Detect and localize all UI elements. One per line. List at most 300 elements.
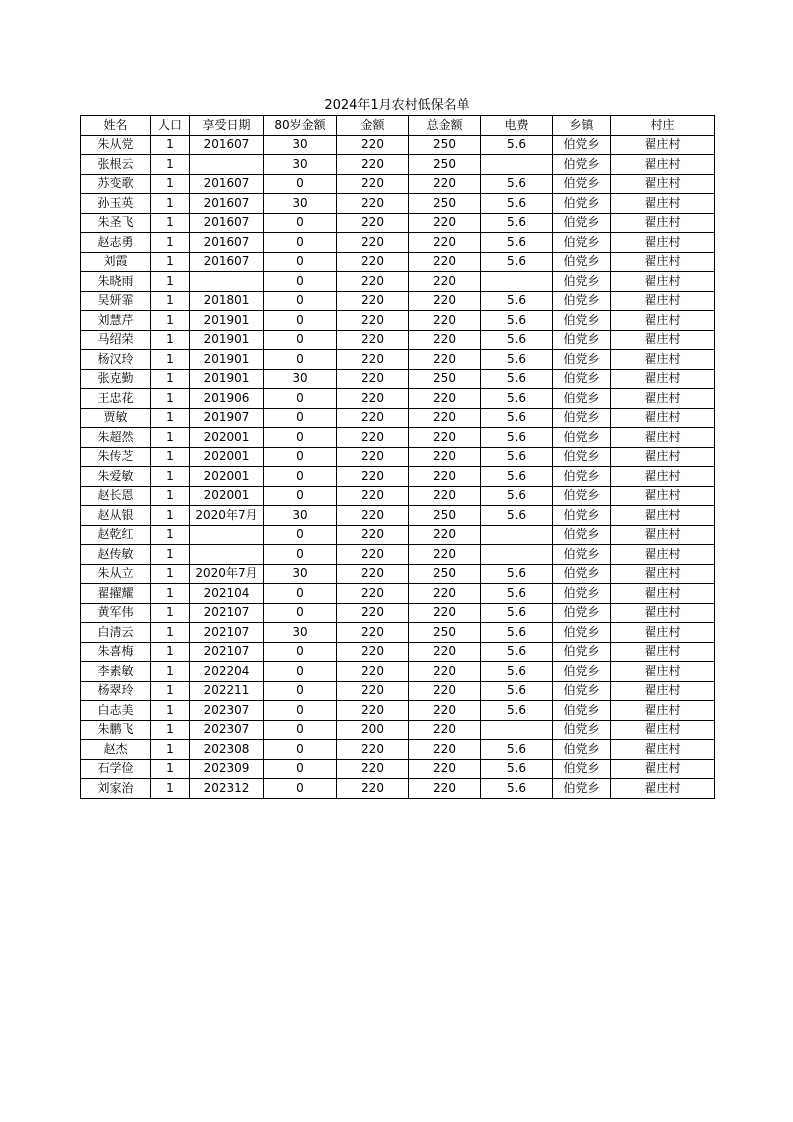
cell-village: 翟庄村 — [611, 701, 715, 721]
cell-elderly-amount: 0 — [264, 408, 337, 428]
cell-start-date: 2020年7月 — [190, 564, 264, 584]
cell-start-date: 201607 — [190, 252, 264, 272]
cell-elderly-amount: 0 — [264, 681, 337, 701]
cell-amount: 220 — [337, 369, 409, 389]
cell-start-date — [190, 545, 264, 565]
cell-township: 伯党乡 — [553, 779, 611, 799]
cell-name: 朱超然 — [81, 428, 151, 448]
cell-amount: 220 — [337, 311, 409, 331]
cell-elderly-amount: 0 — [264, 233, 337, 253]
cell-household-size: 1 — [151, 291, 190, 311]
table-row — [81, 779, 715, 799]
cell-township: 伯党乡 — [553, 155, 611, 175]
cell-elderly-amount: 0 — [264, 350, 337, 370]
cell-village: 翟庄村 — [611, 213, 715, 233]
cell-household-size: 1 — [151, 564, 190, 584]
cell-amount: 220 — [337, 135, 409, 155]
cell-name: 张根云 — [81, 155, 151, 175]
cell-name: 翟擢耀 — [81, 584, 151, 604]
cell-electricity-fee: 5.6 — [481, 642, 553, 662]
cell-township: 伯党乡 — [553, 369, 611, 389]
cell-amount: 220 — [337, 701, 409, 721]
table-row — [81, 486, 715, 506]
cell-village: 翟庄村 — [611, 603, 715, 623]
cell-household-size: 1 — [151, 330, 190, 350]
cell-electricity-fee: 5.6 — [481, 701, 553, 721]
cell-electricity-fee: 5.6 — [481, 564, 553, 584]
cell-start-date: 201901 — [190, 330, 264, 350]
cell-name: 杨翠玲 — [81, 681, 151, 701]
cell-household-size: 1 — [151, 155, 190, 175]
cell-household-size: 1 — [151, 428, 190, 448]
table-row — [81, 389, 715, 409]
cell-amount: 220 — [337, 506, 409, 526]
cell-electricity-fee — [481, 272, 553, 292]
cell-total-amount: 220 — [409, 545, 481, 565]
cell-start-date: 202001 — [190, 467, 264, 487]
cell-electricity-fee: 5.6 — [481, 389, 553, 409]
cell-amount: 220 — [337, 155, 409, 175]
cell-household-size: 1 — [151, 389, 190, 409]
cell-total-amount: 220 — [409, 486, 481, 506]
cell-elderly-amount: 0 — [264, 428, 337, 448]
cell-village: 翟庄村 — [611, 155, 715, 175]
cell-township: 伯党乡 — [553, 486, 611, 506]
cell-village: 翟庄村 — [611, 311, 715, 331]
cell-elderly-amount: 0 — [264, 389, 337, 409]
cell-name: 王忠花 — [81, 389, 151, 409]
cell-village: 翟庄村 — [611, 350, 715, 370]
cell-start-date: 201906 — [190, 389, 264, 409]
cell-start-date: 202001 — [190, 486, 264, 506]
cell-total-amount: 250 — [409, 369, 481, 389]
cell-village: 翟庄村 — [611, 720, 715, 740]
cell-total-amount: 250 — [409, 564, 481, 584]
cell-total-amount: 220 — [409, 467, 481, 487]
cell-elderly-amount: 0 — [264, 311, 337, 331]
cell-household-size: 1 — [151, 681, 190, 701]
cell-amount: 220 — [337, 564, 409, 584]
table-row — [81, 564, 715, 584]
cell-township: 伯党乡 — [553, 681, 611, 701]
table-row — [81, 467, 715, 487]
table-row — [81, 701, 715, 721]
cell-name: 白清云 — [81, 623, 151, 643]
cell-village: 翟庄村 — [611, 467, 715, 487]
cell-amount: 220 — [337, 642, 409, 662]
cell-household-size: 1 — [151, 252, 190, 272]
cell-start-date: 202107 — [190, 642, 264, 662]
cell-household-size: 1 — [151, 720, 190, 740]
cell-electricity-fee: 5.6 — [481, 408, 553, 428]
column-header-township: 乡镇 — [553, 116, 611, 136]
cell-village: 翟庄村 — [611, 135, 715, 155]
cell-village: 翟庄村 — [611, 759, 715, 779]
cell-household-size: 1 — [151, 545, 190, 565]
cell-township: 伯党乡 — [553, 467, 611, 487]
cell-electricity-fee: 5.6 — [481, 740, 553, 760]
cell-household-size: 1 — [151, 525, 190, 545]
cell-township: 伯党乡 — [553, 350, 611, 370]
cell-township: 伯党乡 — [553, 701, 611, 721]
cell-township: 伯党乡 — [553, 233, 611, 253]
cell-name: 朱从党 — [81, 135, 151, 155]
cell-total-amount: 250 — [409, 155, 481, 175]
cell-name: 赵长恩 — [81, 486, 151, 506]
cell-amount: 220 — [337, 350, 409, 370]
cell-village: 翟庄村 — [611, 779, 715, 799]
table-row — [81, 642, 715, 662]
cell-amount: 220 — [337, 330, 409, 350]
cell-total-amount: 220 — [409, 428, 481, 448]
table-row — [81, 350, 715, 370]
cell-electricity-fee: 5.6 — [481, 759, 553, 779]
cell-name: 马绍荣 — [81, 330, 151, 350]
cell-elderly-amount: 0 — [264, 759, 337, 779]
cell-amount: 220 — [337, 779, 409, 799]
cell-total-amount: 220 — [409, 447, 481, 467]
table-row — [81, 584, 715, 604]
cell-start-date: 201901 — [190, 350, 264, 370]
cell-village: 翟庄村 — [611, 740, 715, 760]
cell-total-amount: 250 — [409, 623, 481, 643]
cell-electricity-fee: 5.6 — [481, 252, 553, 272]
cell-electricity-fee: 5.6 — [481, 779, 553, 799]
cell-township: 伯党乡 — [553, 759, 611, 779]
table-row — [81, 408, 715, 428]
cell-township: 伯党乡 — [553, 174, 611, 194]
cell-name: 张克勤 — [81, 369, 151, 389]
cell-elderly-amount: 0 — [264, 662, 337, 682]
cell-total-amount: 220 — [409, 252, 481, 272]
cell-electricity-fee: 5.6 — [481, 467, 553, 487]
cell-name: 白志美 — [81, 701, 151, 721]
cell-township: 伯党乡 — [553, 389, 611, 409]
cell-amount: 220 — [337, 428, 409, 448]
cell-household-size: 1 — [151, 623, 190, 643]
cell-household-size: 1 — [151, 486, 190, 506]
cell-elderly-amount: 0 — [264, 779, 337, 799]
cell-township: 伯党乡 — [553, 213, 611, 233]
cell-amount: 220 — [337, 389, 409, 409]
column-header-name: 姓名 — [81, 116, 151, 136]
cell-amount: 220 — [337, 233, 409, 253]
cell-elderly-amount: 0 — [264, 272, 337, 292]
column-header-start-date: 享受日期 — [190, 116, 264, 136]
cell-amount: 220 — [337, 603, 409, 623]
cell-start-date — [190, 155, 264, 175]
cell-amount: 220 — [337, 486, 409, 506]
cell-electricity-fee: 5.6 — [481, 584, 553, 604]
cell-township: 伯党乡 — [553, 311, 611, 331]
cell-household-size: 1 — [151, 174, 190, 194]
table-row — [81, 428, 715, 448]
cell-amount: 220 — [337, 662, 409, 682]
cell-total-amount: 220 — [409, 740, 481, 760]
cell-elderly-amount: 30 — [264, 506, 337, 526]
cell-total-amount: 220 — [409, 311, 481, 331]
cell-household-size: 1 — [151, 408, 190, 428]
cell-township: 伯党乡 — [553, 330, 611, 350]
table-row — [81, 525, 715, 545]
cell-amount: 220 — [337, 194, 409, 214]
cell-start-date: 201607 — [190, 174, 264, 194]
table-row — [81, 291, 715, 311]
cell-total-amount: 220 — [409, 272, 481, 292]
cell-total-amount: 250 — [409, 194, 481, 214]
cell-electricity-fee: 5.6 — [481, 662, 553, 682]
cell-village: 翟庄村 — [611, 525, 715, 545]
cell-township: 伯党乡 — [553, 642, 611, 662]
table-row — [81, 662, 715, 682]
cell-township: 伯党乡 — [553, 623, 611, 643]
cell-village: 翟庄村 — [611, 681, 715, 701]
cell-village: 翟庄村 — [611, 545, 715, 565]
cell-total-amount: 250 — [409, 135, 481, 155]
cell-name: 贾敏 — [81, 408, 151, 428]
cell-amount: 220 — [337, 584, 409, 604]
cell-electricity-fee — [481, 525, 553, 545]
cell-household-size: 1 — [151, 642, 190, 662]
cell-name: 刘家治 — [81, 779, 151, 799]
cell-elderly-amount: 0 — [264, 291, 337, 311]
cell-electricity-fee: 5.6 — [481, 369, 553, 389]
cell-township: 伯党乡 — [553, 564, 611, 584]
cell-start-date: 202211 — [190, 681, 264, 701]
cell-amount: 220 — [337, 447, 409, 467]
cell-name: 赵杰 — [81, 740, 151, 760]
cell-name: 李素敏 — [81, 662, 151, 682]
table-row — [81, 506, 715, 526]
cell-start-date: 201607 — [190, 135, 264, 155]
cell-name: 刘慧芹 — [81, 311, 151, 331]
cell-amount: 220 — [337, 272, 409, 292]
cell-name: 朱圣飞 — [81, 213, 151, 233]
cell-name: 黄军伟 — [81, 603, 151, 623]
cell-township: 伯党乡 — [553, 252, 611, 272]
cell-elderly-amount: 30 — [264, 194, 337, 214]
column-header-total-amount: 总金额 — [409, 116, 481, 136]
cell-start-date: 201607 — [190, 194, 264, 214]
cell-village: 翟庄村 — [611, 194, 715, 214]
cell-household-size: 1 — [151, 194, 190, 214]
cell-start-date: 202001 — [190, 428, 264, 448]
cell-amount: 220 — [337, 252, 409, 272]
cell-village: 翟庄村 — [611, 252, 715, 272]
cell-name: 苏变歌 — [81, 174, 151, 194]
cell-name: 赵乾红 — [81, 525, 151, 545]
cell-electricity-fee: 5.6 — [481, 447, 553, 467]
table-row — [81, 252, 715, 272]
cell-elderly-amount: 0 — [264, 720, 337, 740]
cell-village: 翟庄村 — [611, 584, 715, 604]
table-row — [81, 740, 715, 760]
cell-amount: 220 — [337, 525, 409, 545]
cell-amount: 200 — [337, 720, 409, 740]
column-header-household-size: 人口 — [151, 116, 190, 136]
cell-household-size: 1 — [151, 213, 190, 233]
cell-village: 翟庄村 — [611, 233, 715, 253]
cell-household-size: 1 — [151, 506, 190, 526]
table-row — [81, 311, 715, 331]
cell-township: 伯党乡 — [553, 603, 611, 623]
table-row — [81, 155, 715, 175]
cell-elderly-amount: 0 — [264, 584, 337, 604]
cell-elderly-amount: 0 — [264, 174, 337, 194]
cell-start-date — [190, 272, 264, 292]
cell-name: 赵志勇 — [81, 233, 151, 253]
cell-household-size: 1 — [151, 272, 190, 292]
cell-total-amount: 220 — [409, 681, 481, 701]
cell-village: 翟庄村 — [611, 506, 715, 526]
cell-start-date: 202309 — [190, 759, 264, 779]
cell-amount: 220 — [337, 291, 409, 311]
cell-total-amount: 220 — [409, 213, 481, 233]
cell-electricity-fee: 5.6 — [481, 506, 553, 526]
cell-household-size: 1 — [151, 135, 190, 155]
table-row — [81, 447, 715, 467]
cell-electricity-fee: 5.6 — [481, 135, 553, 155]
cell-household-size: 1 — [151, 740, 190, 760]
cell-electricity-fee — [481, 720, 553, 740]
cell-start-date: 202308 — [190, 740, 264, 760]
cell-village: 翟庄村 — [611, 564, 715, 584]
cell-township: 伯党乡 — [553, 272, 611, 292]
cell-household-size: 1 — [151, 603, 190, 623]
cell-township: 伯党乡 — [553, 408, 611, 428]
cell-township: 伯党乡 — [553, 506, 611, 526]
cell-name: 刘霞 — [81, 252, 151, 272]
cell-total-amount: 220 — [409, 642, 481, 662]
cell-start-date: 202307 — [190, 701, 264, 721]
cell-elderly-amount: 0 — [264, 447, 337, 467]
cell-total-amount: 220 — [409, 408, 481, 428]
table-row — [81, 623, 715, 643]
cell-name: 朱爱敏 — [81, 467, 151, 487]
cell-start-date: 202001 — [190, 447, 264, 467]
cell-township: 伯党乡 — [553, 194, 611, 214]
cell-amount: 220 — [337, 545, 409, 565]
cell-elderly-amount: 0 — [264, 252, 337, 272]
cell-name: 朱晓雨 — [81, 272, 151, 292]
cell-township: 伯党乡 — [553, 428, 611, 448]
cell-start-date: 202107 — [190, 603, 264, 623]
cell-electricity-fee: 5.6 — [481, 350, 553, 370]
cell-electricity-fee: 5.6 — [481, 623, 553, 643]
cell-household-size: 1 — [151, 447, 190, 467]
table-row — [81, 272, 715, 292]
cell-village: 翟庄村 — [611, 369, 715, 389]
cell-township: 伯党乡 — [553, 291, 611, 311]
cell-village: 翟庄村 — [611, 447, 715, 467]
cell-household-size: 1 — [151, 350, 190, 370]
cell-household-size: 1 — [151, 467, 190, 487]
cell-electricity-fee: 5.6 — [481, 681, 553, 701]
cell-township: 伯党乡 — [553, 740, 611, 760]
cell-total-amount: 220 — [409, 233, 481, 253]
cell-household-size: 1 — [151, 233, 190, 253]
table-row — [81, 720, 715, 740]
cell-township: 伯党乡 — [553, 720, 611, 740]
cell-electricity-fee: 5.6 — [481, 233, 553, 253]
cell-electricity-fee: 5.6 — [481, 174, 553, 194]
cell-total-amount: 220 — [409, 330, 481, 350]
cell-village: 翟庄村 — [611, 330, 715, 350]
cell-household-size: 1 — [151, 311, 190, 331]
cell-amount: 220 — [337, 759, 409, 779]
table-row — [81, 681, 715, 701]
page-title: 2024年1月农村低保名单 — [324, 98, 470, 113]
cell-township: 伯党乡 — [553, 662, 611, 682]
cell-elderly-amount: 0 — [264, 642, 337, 662]
cell-name: 赵传敏 — [81, 545, 151, 565]
cell-village: 翟庄村 — [611, 428, 715, 448]
cell-total-amount: 250 — [409, 506, 481, 526]
cell-start-date: 202307 — [190, 720, 264, 740]
table-row — [81, 233, 715, 253]
cell-elderly-amount: 30 — [264, 135, 337, 155]
cell-start-date: 202312 — [190, 779, 264, 799]
cell-electricity-fee: 5.6 — [481, 428, 553, 448]
cell-amount: 220 — [337, 623, 409, 643]
column-header-village: 村庄 — [611, 116, 715, 136]
cell-household-size: 1 — [151, 759, 190, 779]
cell-name: 朱传芝 — [81, 447, 151, 467]
table-row — [81, 194, 715, 214]
cell-elderly-amount: 0 — [264, 213, 337, 233]
cell-start-date: 201607 — [190, 233, 264, 253]
roster-table — [80, 115, 715, 799]
cell-name: 石学俭 — [81, 759, 151, 779]
cell-start-date: 201901 — [190, 369, 264, 389]
column-header-elderly-amount: 80岁金额 — [264, 116, 337, 136]
cell-amount: 220 — [337, 681, 409, 701]
cell-name: 孙玉英 — [81, 194, 151, 214]
cell-village: 翟庄村 — [611, 291, 715, 311]
cell-electricity-fee: 5.6 — [481, 603, 553, 623]
cell-elderly-amount: 0 — [264, 330, 337, 350]
cell-elderly-amount: 0 — [264, 525, 337, 545]
cell-total-amount: 220 — [409, 584, 481, 604]
cell-start-date: 202107 — [190, 623, 264, 643]
cell-total-amount: 220 — [409, 779, 481, 799]
cell-elderly-amount: 0 — [264, 603, 337, 623]
cell-township: 伯党乡 — [553, 447, 611, 467]
cell-electricity-fee: 5.6 — [481, 311, 553, 331]
cell-village: 翟庄村 — [611, 662, 715, 682]
table-row — [81, 213, 715, 233]
table-row — [81, 759, 715, 779]
cell-township: 伯党乡 — [553, 525, 611, 545]
cell-electricity-fee — [481, 155, 553, 175]
cell-electricity-fee: 5.6 — [481, 194, 553, 214]
table-row — [81, 174, 715, 194]
cell-elderly-amount: 30 — [264, 623, 337, 643]
cell-start-date: 202104 — [190, 584, 264, 604]
cell-elderly-amount: 0 — [264, 701, 337, 721]
cell-name: 朱喜梅 — [81, 642, 151, 662]
cell-start-date: 201607 — [190, 213, 264, 233]
cell-start-date: 201907 — [190, 408, 264, 428]
cell-start-date: 201801 — [190, 291, 264, 311]
cell-amount: 220 — [337, 174, 409, 194]
cell-name: 吴妍霏 — [81, 291, 151, 311]
cell-total-amount: 220 — [409, 720, 481, 740]
table-row — [81, 545, 715, 565]
cell-village: 翟庄村 — [611, 272, 715, 292]
cell-electricity-fee: 5.6 — [481, 486, 553, 506]
cell-electricity-fee: 5.6 — [481, 213, 553, 233]
